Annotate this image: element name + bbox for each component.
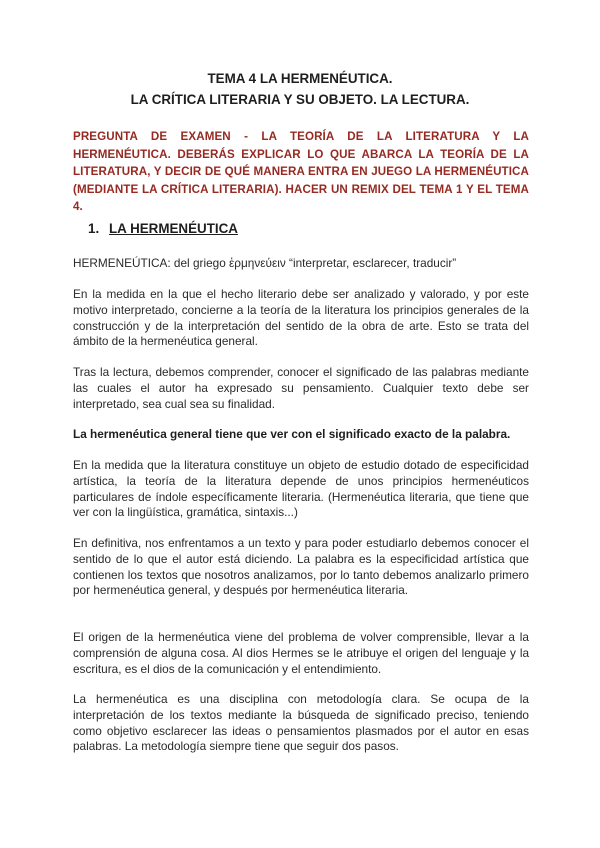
etymology-paragraph: HERMENEÚTICA: del griego ἑρμηνεύειν “interpretar, esclarecer, traducir” — [73, 256, 457, 270]
paragraph-5: El origen de la hermenéutica viene del problema de volver comprensible, llevar a la comprensión de alguna cosa. Al dios Hermes se le atribuye el origen del lenguaje y la escritura, es el dios de la comunicación y el entendimiento. — [73, 630, 529, 676]
section-title: LA HERMENÉUTICA — [109, 221, 238, 236]
paragraph-2: Tras la lectura, debemos comprender, conocer el significado de las palabras mediante las cuales el autor ha expresado su pensamiento. Cualquier texto debe ser interpretado, sea cual sea su finalidad. — [73, 365, 529, 411]
paragraph-1: En la medida en la que el hecho literario debe ser analizado y valorado, y por este motivo interpretado, concierne a la teoría de la literatura los principios generales de la construcción y de la interpretación del sentido de la obra de arte. Esto se trata del ámbito de la hermenéutica general. — [73, 287, 529, 349]
section-heading — [88, 220, 238, 238]
page-title: TEMA 4 LA HERMENÉUTICA. — [207, 71, 393, 86]
bold-statement: La hermenéutica general tiene que ver con el significado exacto de la palabra. — [73, 427, 511, 441]
exam-question: PREGUNTA DE EXAMEN - LA TEORÍA DE LA LITERATURA Y LA HERMENÉUTICA. DEBERÁS EXPLICAR LO QUE ABARCA LA TEORÍA DE LA LITERATURA, Y DECIR DE QUÉ MANERA ENTRA EN JUEGO LA HERMENÉUTICA (MEDIANTE LA CRÍTICA LITERARIA). HACER UN REMIX DEL TEMA 1 Y EL TEMA 4. — [73, 130, 529, 213]
paragraph-4: En definitiva, nos enfrentamos a un texto y para poder estudiarlo debemos conocer el sentido de lo que el autor está diciendo. La palabra es la especificidad artística que contienen los textos que nosotros analizamos, por lo tanto debemos analizarlo primero por hermenéutica general, y después por hermenéutica literaria. — [73, 536, 529, 598]
page-subtitle: LA CRÍTICA LITERARIA Y SU OBJETO. LA LECTURA. — [130, 92, 470, 107]
paragraph-3: En la medida que la literatura constituye un objeto de estudio dotado de especificidad artística, la teoría de la literatura depende de unos principios hermenéuticos particulares de índole específicamente literaria. (Hermenéutica literaria, que tiene que ver con la lingüística, gramática, sintaxis...) — [73, 458, 529, 520]
section-number: 1. — [88, 221, 100, 236]
paragraph-6: La hermenéutica es una disciplina con metodología clara. Se ocupa de la interpretación de los textos mediante la búsqueda de significado preciso, teniendo como objetivo esclarecer las ideas o pensamientos plasmados por el autor en esas palabras. La metodología siempre tiene que seguir dos pasos. — [73, 692, 529, 754]
